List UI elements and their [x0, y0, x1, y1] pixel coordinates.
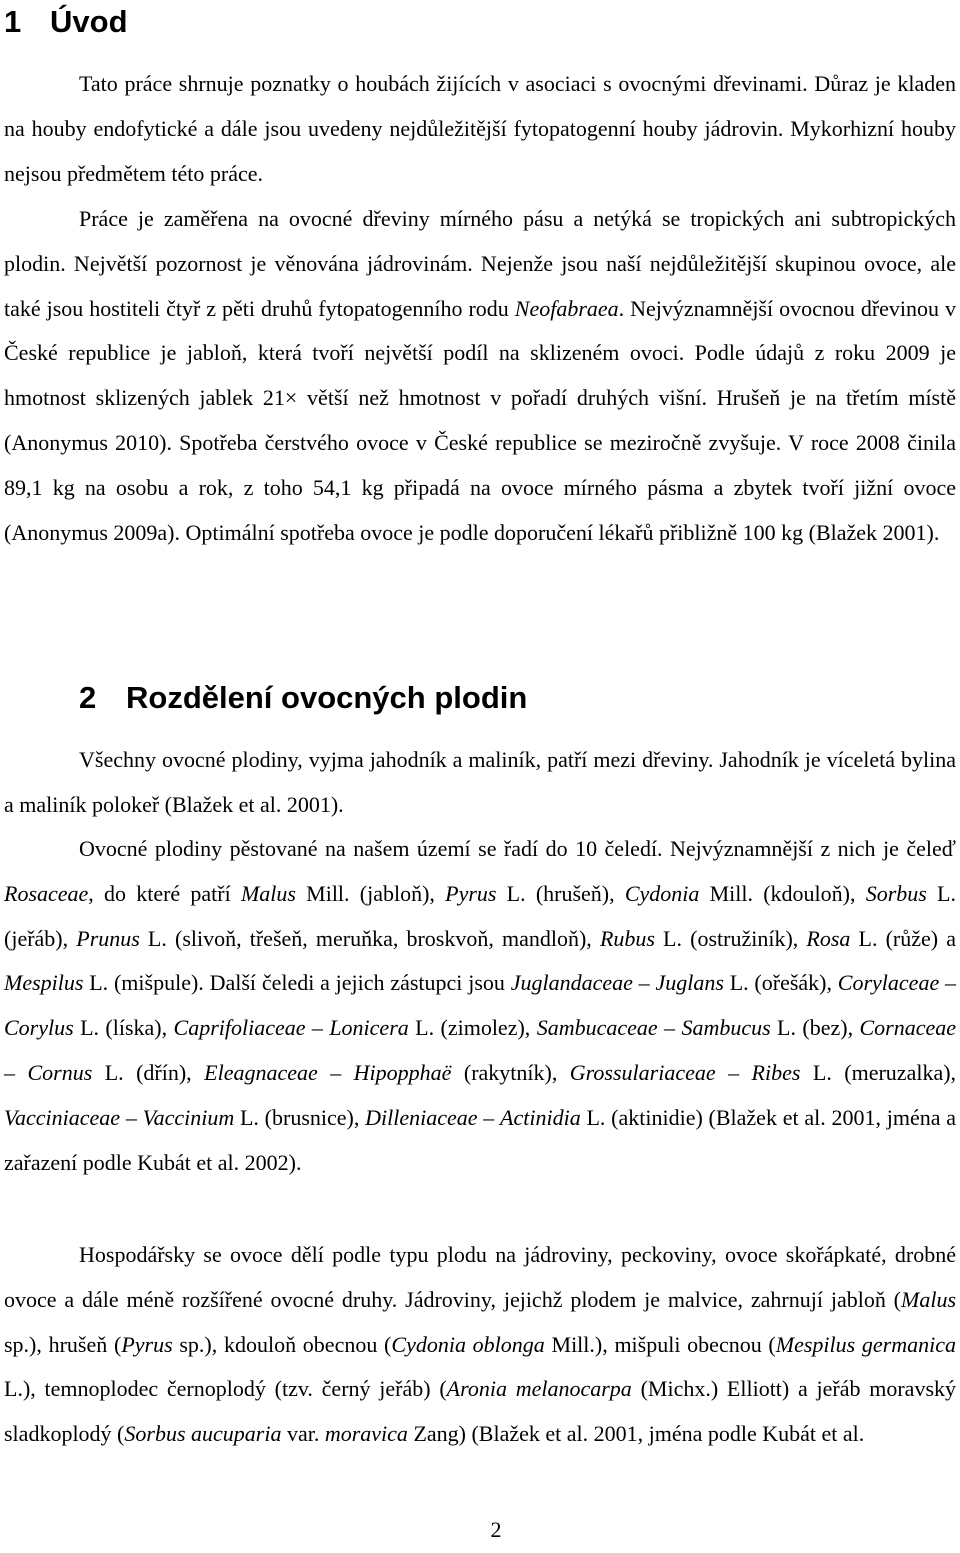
- section-title: Úvod: [50, 4, 128, 39]
- section-number: 2: [79, 680, 97, 715]
- paragraph: Hospodářsky se ovoce dělí podle typu plodu na jádroviny, peckoviny, ovoce skořápkaté, drobné ovoce a dále méně rozšířené ovocné druhy. Jádroviny, jejichž plodem je malvice, zahrnují jabloň (Malus sp.), hrušeň (Pyrus sp.), kdouloň obecnou (Cydonia oblonga Mill.), mišpuli obecnou (Mespilus germanica L.), temnoplodec černoplodý (tzv. černý jeřáb) (Aronia melanocarpa (Michx.) Elliott) a jeřáb moravský sladkoplodý (Sorbus aucuparia var. moravica Zang) (Blažek et al. 2001, jména podle Kubát et al.: [4, 1242, 957, 1447]
- paragraph: Ovocné plodiny pěstované na našem území se řadí do 10 čeledí. Nejvýznamnější z nich je čeleď Rosaceae, do které patří Malus Mill. (jabloň), Pyrus L. (hrušeň), Cydonia Mill. (kdouloň), Sorbus L. (jeřáb), Prunus L. (slivoň, třešeň, meruňka, broskvoň, mandloň), Rubus L. (ostružiník), Rosa L. (růže) a Mespilus L. (mišpule). Další čeledi a jejich zástupci jsou Juglandaceae – Juglans L. (ořešák), Corylaceae – Corylus L. (líska), Caprifoliaceae – Lonicera L. (zimolez), Sambucaceae – Sambucus L. (bez), Cornaceae – Cornus L. (dřín), Eleagnaceae – Hipopphaë (rakytník), Grossulariaceae – Ribes L. (meruzalka), Vacciniaceae – Vaccinium L. (brusnice), Dilleniaceae – Actinidia L. (aktinidie) (Blažek et al. 2001, jména a zařazení podle Kubát et al. 2002).: [4, 836, 957, 1175]
- page-number: 2: [490, 1517, 502, 1542]
- section-number: 1: [4, 4, 22, 39]
- paragraph: Tato práce shrnuje poznatky o houbách žijících v asociaci s ovocnými dřevinami. Důraz je kladen na houby endofytické a dále jsou uvedeny nejdůležitější fytopatogenní houby jádrovin. Mykorhizní houby nejsou předmětem této práce.: [4, 71, 956, 186]
- paragraph: Všechny ovocné plodiny, vyjma jahodník a maliník, patří mezi dřeviny. Jahodník je víceletá bylina a maliník polokeř (Blažek et al. 2001).: [4, 747, 956, 817]
- section-heading-1: [4, 2, 128, 42]
- section-title: Rozdělení ovocných plodin: [126, 680, 528, 715]
- paragraph: Práce je zaměřena na ovocné dřeviny mírného pásu a netýká se tropických ani subtropických plodin. Největší pozornost je věnována jádrovinám. Nejenže jsou naší nejdůležitější skupinou ovoce, ale také jsou hostiteli čtyř z pěti druhů fytopatogenního rodu Neofabraea. Nejvýznamnější ovocnou dřevinou v České republice je jabloň, která tvoří největší podíl na sklizeném ovoci. Podle údajů z roku 2009 je hmotnost sklizených jablek 21× větší než hmotnost v pořadí druhých višní. Hrušeň je na třetím místě (Anonymus 2010). Spotřeba čerstvého ovoce v České republice se meziročně zvyšuje. V roce 2008 činila 89,1 kg na osobu a rok, z toho 54,1 kg připadá na ovoce mírného pásma a zbytek tvoří jižní ovoce (Anonymus 2009a). Optimální spotřeba ovoce je podle doporučení lékařů přibližně 100 kg (Blažek 2001).: [4, 206, 956, 545]
- section-heading-2: [79, 678, 527, 718]
